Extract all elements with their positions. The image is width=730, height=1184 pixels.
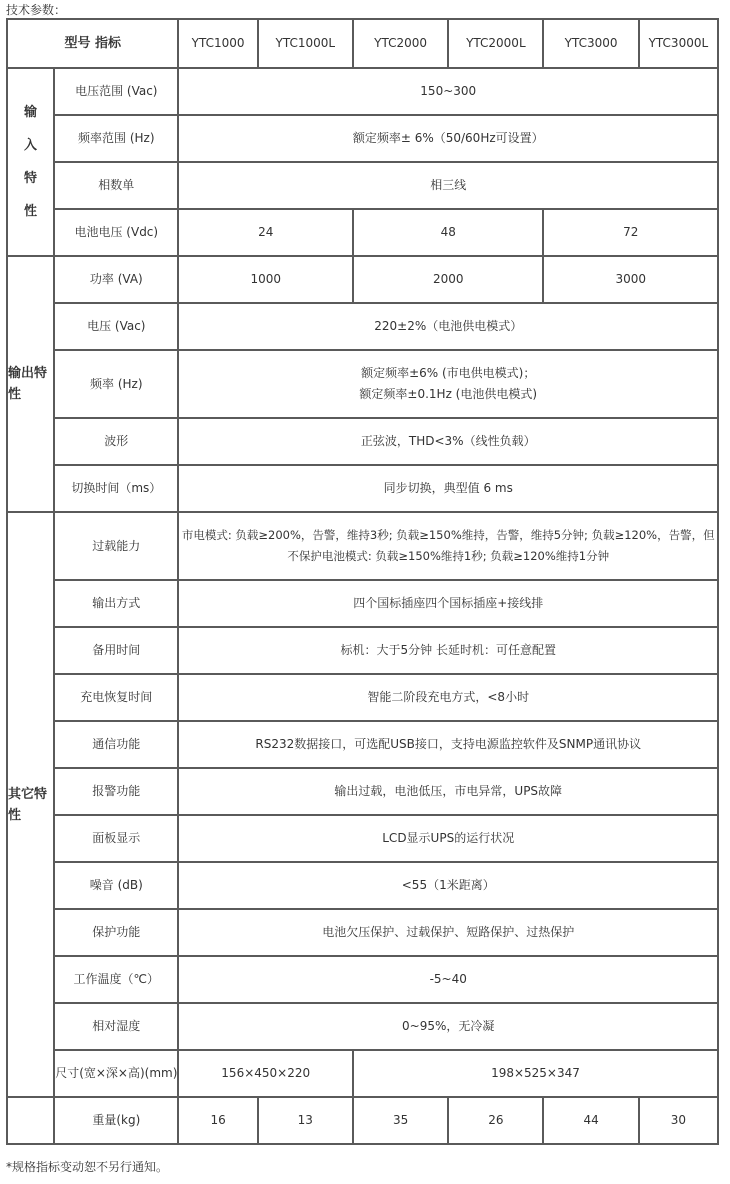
table-row [8,466,719,513]
table-row [8,116,719,163]
row-label: 面板显示 [55,816,179,863]
row-value: 额定频率± 6%（50/60Hz可设置） [179,116,719,163]
corner-label: 型号 指标 [8,20,179,69]
model-header: YTC2000L [449,20,544,69]
row-label: 波形 [55,419,179,466]
row-label: 报警功能 [55,769,179,816]
model-header: YTC3000 [544,20,639,69]
model-header: YTC2000 [354,20,449,69]
row-label: 保护功能 [55,910,179,957]
value-line: 市电模式: 负载≥200%，告警，维持3秒; 负载≥150%维持，告警，维持5分钟; 负载≥120%，告警，但 [181,528,715,542]
spec-table [6,18,719,1145]
row-value: 1000 [179,257,353,304]
row-value [179,351,719,419]
group-output: 输出特性 [8,257,55,513]
group-input-char: 输 [24,105,38,120]
row-value [179,513,719,581]
row-value: 智能二阶段充电方式，<8小时 [179,675,719,722]
model-header: YTC1000 [179,20,258,69]
table-row [8,513,719,581]
group-other: 其它特性 [8,513,55,1098]
row-label: 切换时间（ms） [55,466,179,513]
row-value: 四个国标插座四个国标插座+接线排 [179,581,719,628]
group-input-char: 特 [24,171,38,186]
row-value: 156×450×220 [179,1051,353,1098]
row-value: 标机：大于5分钟 长延时机：可任意配置 [179,628,719,675]
spec-heading: 技术参数： [6,3,67,17]
row-label: 频率范围 (Hz) [55,116,179,163]
row-label: 通信功能 [55,722,179,769]
table-row [8,419,719,466]
row-value: 2000 [354,257,545,304]
table-row [8,1098,719,1145]
row-value: 正弦波，THD<3%（线性负载） [179,419,719,466]
footnote: *规格指标变动恕不另行通知。 [6,1160,169,1174]
table-row [8,722,719,769]
row-value: 30 [640,1098,719,1145]
table-row [8,769,719,816]
row-label: 尺寸(宽×深×高)(mm) [55,1051,179,1098]
table-row [8,304,719,351]
row-label: 输出方式 [55,581,179,628]
row-value: 72 [544,210,719,257]
table-row [8,1004,719,1051]
row-label: 相对湿度 [55,1004,179,1051]
model-header: YTC3000L [640,20,719,69]
row-value: RS232数据接口，可选配USB接口，支持电源监控软件及SNMP通讯协议 [179,722,719,769]
table-row [8,163,719,210]
row-label: 功率 (VA) [55,257,179,304]
row-value: -5~40 [179,957,719,1004]
table-row [8,675,719,722]
row-value: LCD显示UPS的运行状况 [179,816,719,863]
table-row [8,816,719,863]
group-empty [8,1098,55,1145]
row-label: 相数单 [55,163,179,210]
group-input [8,69,55,257]
row-label: 备用时间 [55,628,179,675]
table-row [8,351,719,419]
row-label: 充电恢复时间 [55,675,179,722]
row-value: 48 [354,210,545,257]
model-header: YTC1000L [259,20,354,69]
row-label: 噪音 (dB) [55,863,179,910]
row-value: 24 [179,210,353,257]
row-value: 电池欠压保护、过载保护、短路保护、过热保护 [179,910,719,957]
row-value: 44 [544,1098,639,1145]
value-line: 额定频率±6% (市电供电模式)； [361,366,536,380]
table-row [8,257,719,304]
row-value: 220±2%（电池供电模式） [179,304,719,351]
row-value: <55（1米距离） [179,863,719,910]
row-value: 13 [259,1098,354,1145]
row-label: 电压 (Vac) [55,304,179,351]
table-row [8,69,719,116]
row-label: 重量(kg) [55,1098,179,1145]
table-row [8,210,719,257]
row-value: 150~300 [179,69,719,116]
group-input-char: 入 [24,138,38,153]
row-value: 相三线 [179,163,719,210]
row-value: 198×525×347 [354,1051,719,1098]
table-row [8,957,719,1004]
row-label: 电压范围 (Vac) [55,69,179,116]
row-value: 3000 [544,257,719,304]
value-line: 不保护电池模式: 负载≥150%维持1秒; 负载≥120%维持1分钟 [287,549,610,563]
table-row [8,628,719,675]
row-value: 26 [449,1098,544,1145]
table-row [8,1051,719,1098]
row-value: 0~95%，无冷凝 [179,1004,719,1051]
table-row [8,910,719,957]
value-line: 额定频率±0.1Hz (电池供电模式) [359,387,538,401]
row-label: 过载能力 [55,513,179,581]
row-label: 工作温度（℃） [55,957,179,1004]
row-label: 电池电压 (Vdc) [55,210,179,257]
table-row [8,863,719,910]
row-value: 输出过载，电池低压，市电异常，UPS故障 [179,769,719,816]
group-input-char: 性 [24,204,38,219]
row-value: 35 [354,1098,449,1145]
row-label: 频率 (Hz) [55,351,179,419]
header-row [8,20,719,69]
table-row [8,581,719,628]
row-value: 同步切换，典型值 6 ms [179,466,719,513]
row-value: 16 [179,1098,258,1145]
